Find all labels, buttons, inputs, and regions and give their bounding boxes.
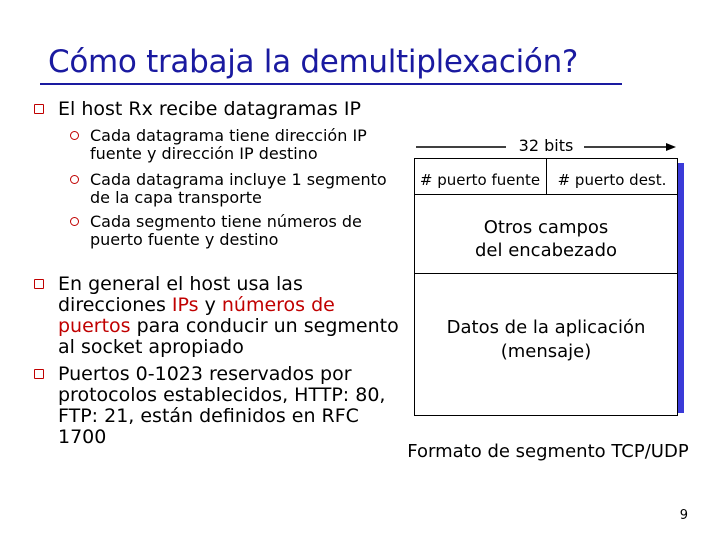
bullet-text: El host Rx recibe datagramas IP [58,98,361,120]
bullet-marker [34,369,44,379]
other-header-fields: del encabezado [474,240,618,261]
sub-bullet-marker [70,131,79,140]
bullet-text: protocolos establecidos, HTTP: 80, [58,384,386,406]
sub-bullet-text: de la capa transporte [90,187,262,207]
bullet-marker [34,279,44,289]
bullet-text: En general el host usa las [58,273,303,295]
bullet-text: 1700 [58,426,107,448]
segment-box [414,158,678,416]
divider-line [414,194,678,195]
page-number: 9 [679,508,688,523]
application-data: Datos de la aplicación [446,317,646,338]
bullet-text: FTP: 21, están definidos en RFC [58,405,359,427]
sub-bullet-text: Cada datagrama incluye 1 segmento [90,170,387,189]
sub-bullet-text: fuente y dirección IP destino [90,143,318,163]
sub-bullet-text: Cada segmento tiene números de [90,212,362,231]
bullet-text-part: y [198,294,222,316]
application-data: (mensaje) [500,341,592,362]
highlight-port-numbers: números de [221,294,335,316]
bullet-text-part: para conducir un segmento [130,315,399,337]
sub-bullet-marker [70,175,79,184]
bullet-text [58,295,335,316]
slide-title: Cómo trabaja la demultiplexación? [48,44,579,80]
sub-bullet-text: puerto fuente y destino [90,229,279,249]
sub-bullet-text: Cada datagrama tiene dirección IP [90,126,367,145]
bullet-text: Puertos 0-1023 reservados por [58,363,352,385]
highlight-ports: puertos [58,315,131,337]
bullet-marker [34,104,44,114]
bullet-text: al socket apropiado [58,336,244,358]
highlight-ips: IPs [171,294,199,316]
divider-line [414,273,678,274]
dest-port-field: # puerto dest. [557,171,667,189]
bullet-text [58,316,399,337]
sub-bullet-marker [70,217,79,226]
width-label: 32 bits [518,136,574,155]
bullet-text-part: direcciones [58,294,172,316]
other-header-fields: Otros campos [483,217,609,238]
source-port-field: # puerto fuente [419,171,541,189]
title-underline [40,83,622,85]
diagram-caption: Formato de segmento TCP/UDP [407,441,689,462]
